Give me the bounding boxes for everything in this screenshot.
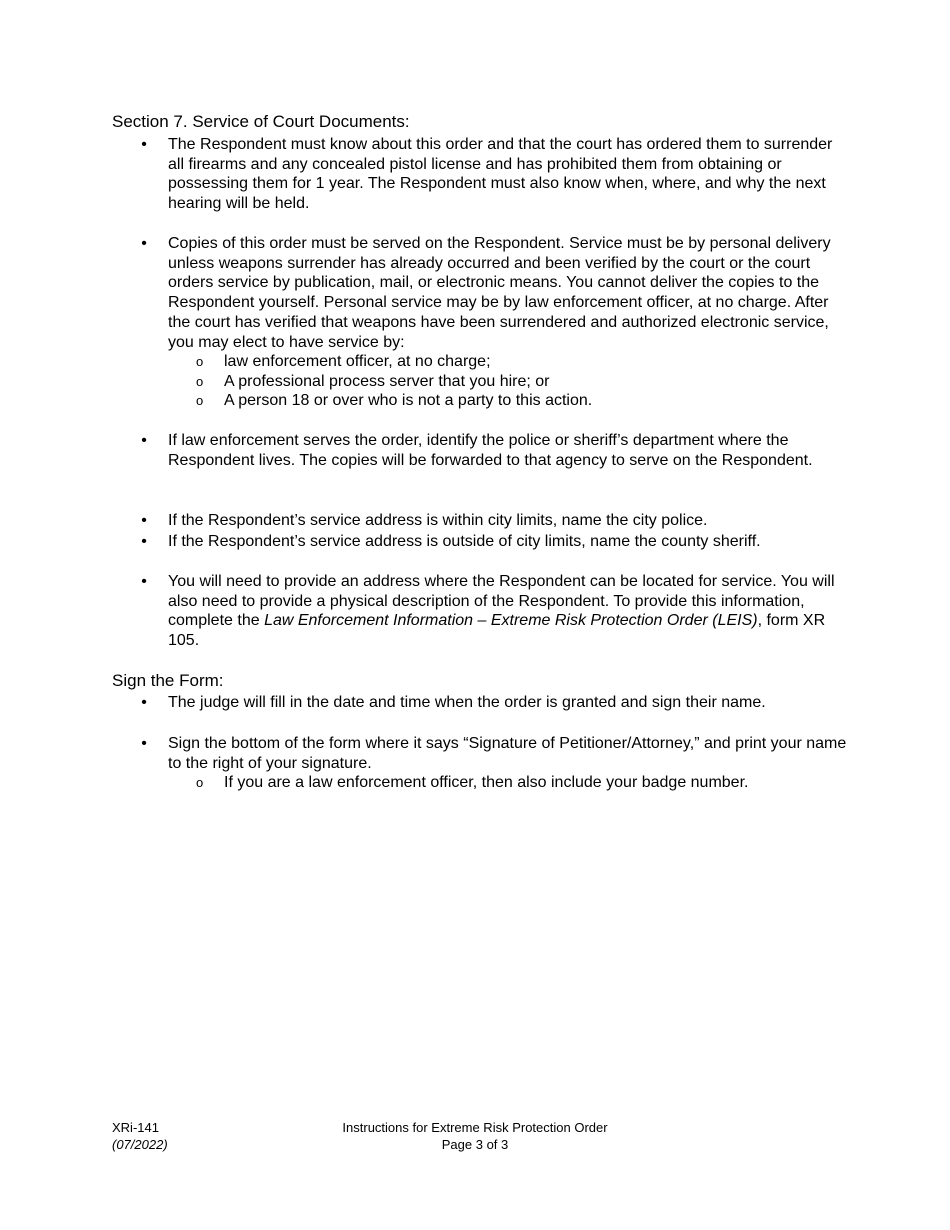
sub-list-item: [112, 352, 852, 372]
form-reference: , form XR 105.: [168, 612, 826, 650]
service-option-adult-person: A person 18 or over who is not a party to this action.: [224, 392, 593, 409]
footer-title-block: [300, 1119, 650, 1153]
bullet-icon: •: [141, 235, 147, 252]
bullet-icon: •: [141, 533, 147, 550]
circle-bullet-icon: o: [196, 775, 204, 790]
list-item: [112, 135, 852, 214]
list-item: [112, 431, 852, 470]
form-date: (07/2022): [112, 1137, 168, 1152]
list-item: [112, 532, 852, 552]
section7-bullet-respondent-knowledge: The Respondent must know about this order and that the court has ordered them to surrender all firearms and any concealed pistol license and has prohibited them from obtaining or possessing them for 1 year. The Respondent must also know when, where, and why the next hearing will be held.: [168, 136, 833, 213]
sign-bullet-signature: Sign the bottom of the form where it says “Signature of Petitioner/Attorney,” and print your name to the right of your signature.: [168, 735, 847, 772]
list-item: [112, 734, 852, 773]
circle-bullet-icon: o: [196, 374, 204, 389]
circle-bullet-icon: o: [196, 393, 204, 408]
section7-bullet-outside-city: If the Respondent’s service address is outside of city limits, name the county sheriff.: [168, 533, 761, 550]
section7-bullet-city-limits: If the Respondent’s service address is within city limits, name the city police.: [168, 512, 708, 529]
page-number: Page 3 of 3: [441, 1137, 509, 1152]
footer-form-info: [112, 1119, 168, 1153]
sub-list-item: [112, 773, 852, 793]
footer-title: Instructions for Extreme Risk Protection Order: [342, 1120, 608, 1135]
list-item: [112, 693, 852, 713]
list-item: [112, 511, 852, 531]
service-option-law-enforcement: law enforcement officer, at no charge;: [224, 353, 491, 370]
section7-bullet-law-enforcement: If law enforcement serves the order, identify the police or sheriff’s department where the Respondent lives. The copies will be forwarded to that agency to serve on the Respondent.: [168, 432, 813, 469]
bullet-icon: •: [141, 694, 147, 711]
sub-list-item: [112, 391, 852, 411]
sign-sub-badge-number: If you are a law enforcement officer, then also include your badge number.: [224, 774, 749, 791]
form-number: XRi-141: [112, 1120, 159, 1135]
bullet-icon: •: [141, 136, 147, 153]
leis-form-title: Law Enforcement Information – Extreme Risk Protection Order (LEIS): [264, 612, 758, 630]
address-text: You will need to provide an address where the Respondent can be located for service. You will also need to provide a physical description of the Respondent. To provide this information, complete the: [168, 573, 835, 630]
circle-bullet-icon: o: [196, 354, 204, 369]
section7-heading: Section 7. Service of Court Documents:: [112, 112, 410, 131]
list-item: [112, 234, 852, 352]
sub-list-item: [112, 372, 852, 392]
list-item: [112, 572, 852, 651]
section7-bullet-copies-served: Copies of this order must be served on the Respondent. Service must be by personal delivery unless weapons surrender has already occurred and been verified by the court or the court orders service by publication, mail, or electronic means. You cannot deliver the copies to the Respondent yourself. Personal service may be by law enforcement officer, at no charge. After the court has verified that weapons have been surrendered and authorized electronic service, you may elect to have service by:: [168, 235, 831, 351]
bullet-icon: •: [141, 432, 147, 449]
bullet-icon: •: [141, 512, 147, 529]
service-option-process-server: A professional process server that you hire; or: [224, 373, 550, 390]
section7-bullet-address: [168, 572, 852, 651]
sign-form-heading: Sign the Form:: [112, 671, 224, 690]
bullet-icon: •: [141, 573, 147, 590]
sign-bullet-judge: The judge will fill in the date and time when the order is granted and sign their name.: [168, 694, 766, 711]
bullet-icon: •: [141, 735, 147, 752]
